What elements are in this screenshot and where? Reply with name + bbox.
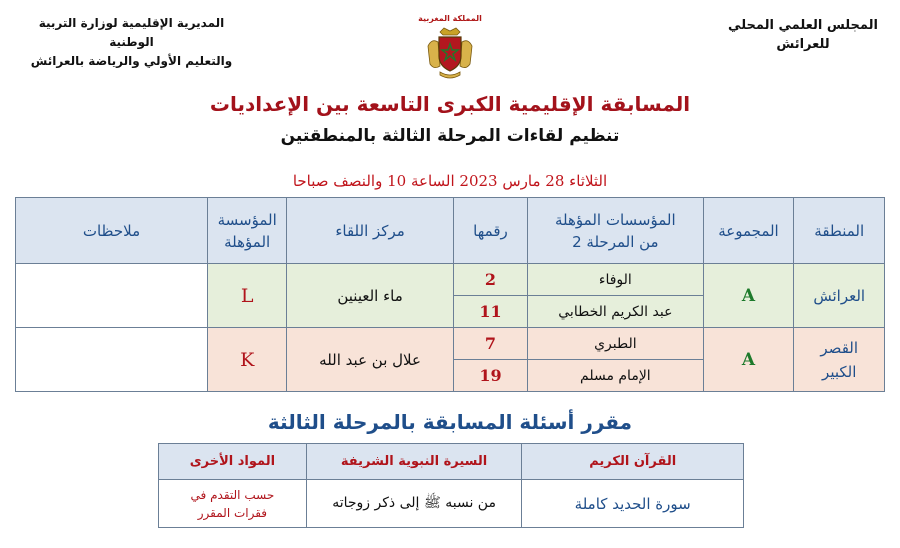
program-title: مقرر أسئلة المسابقة بالمرحلة الثالثة	[267, 410, 633, 434]
region-cell: العرائش	[794, 264, 885, 328]
program-table	[158, 443, 744, 528]
group-cell: A	[703, 328, 794, 392]
council-name: المجلس العلمي المحلي	[728, 18, 878, 33]
number-cell: 7	[453, 328, 527, 360]
header-qualified-line2: المؤهلة	[224, 232, 271, 251]
number-cell: 19	[453, 360, 527, 392]
royal-emblem	[415, 14, 485, 84]
qualified-cell: L	[207, 264, 286, 328]
table-row	[16, 328, 885, 360]
institution-cell: عبد الكريم الخطابي	[528, 296, 703, 328]
table-header-row	[16, 198, 885, 264]
center-cell: ماء العينين	[287, 264, 453, 328]
header-institutions	[528, 198, 703, 264]
table-row	[16, 264, 885, 296]
directorate-subtitle: والتعليم الأولي والرياضة بالعرائش	[30, 54, 233, 68]
header-quran: القرآن الكريم	[522, 444, 744, 480]
stage-subtitle: تنظيم لقاءات المرحلة الثالثة بالمنطقتين	[280, 126, 620, 146]
number-cell: 11	[453, 296, 527, 328]
header-notes: ملاحظات	[16, 198, 208, 264]
header-number: رقمها	[453, 198, 527, 264]
meetings-table	[15, 197, 885, 392]
council-header	[728, 16, 878, 54]
coat-of-arms-icon	[426, 26, 474, 80]
directorate-name: المديرية الإقليمية لوزارة التربية الوطنية	[38, 16, 225, 49]
other-line2: فقرات المقرر	[197, 505, 268, 520]
quran-cell: سورة الحديد كاملة	[522, 480, 744, 528]
header-institutions-line1: المؤسسات المؤهلة	[555, 210, 676, 229]
program-row	[159, 480, 744, 528]
qualified-cell: K	[207, 328, 286, 392]
program-header-row	[159, 444, 744, 480]
region-line1: القصر	[820, 338, 859, 357]
header-region: المنطقة	[794, 198, 885, 264]
directorate-header	[24, 14, 239, 71]
institution-cell: الإمام مسلم	[528, 360, 703, 392]
number-cell: 2	[453, 264, 527, 296]
header-group: المجموعة	[703, 198, 794, 264]
emblem-caption: المملكة المغربية	[418, 14, 482, 23]
region-line2: الكبير	[822, 362, 857, 381]
sira-cell: من نسبه ﷺ إلى ذكر زوجاته	[306, 480, 522, 528]
header-sira: السيرة النبوية الشريفة	[306, 444, 522, 480]
region-cell	[794, 328, 885, 392]
council-city: للعرائش	[776, 37, 830, 52]
header-institutions-line2: من المرحلة 2	[572, 232, 659, 251]
institution-cell: الوفاء	[528, 264, 703, 296]
group-cell: A	[703, 264, 794, 328]
header-center: مركز اللقاء	[287, 198, 453, 264]
institution-cell: الطبري	[528, 328, 703, 360]
header-qualified-line1: المؤسسة	[217, 210, 277, 229]
header-qualified	[207, 198, 286, 264]
competition-title: المسابقة الإقليمية الكبرى التاسعة بين الإعداديات	[209, 92, 691, 116]
notes-cell	[16, 264, 208, 328]
date-time-line: الثلاثاء 28 مارس 2023 الساعة 10 والنصف صباحا	[292, 172, 608, 190]
other-cell	[159, 480, 307, 528]
center-cell: علال بن عبد الله	[287, 328, 453, 392]
other-line1: حسب التقدم في	[190, 487, 275, 502]
header-other: المواد الأخرى	[159, 444, 307, 480]
notes-cell	[16, 328, 208, 392]
